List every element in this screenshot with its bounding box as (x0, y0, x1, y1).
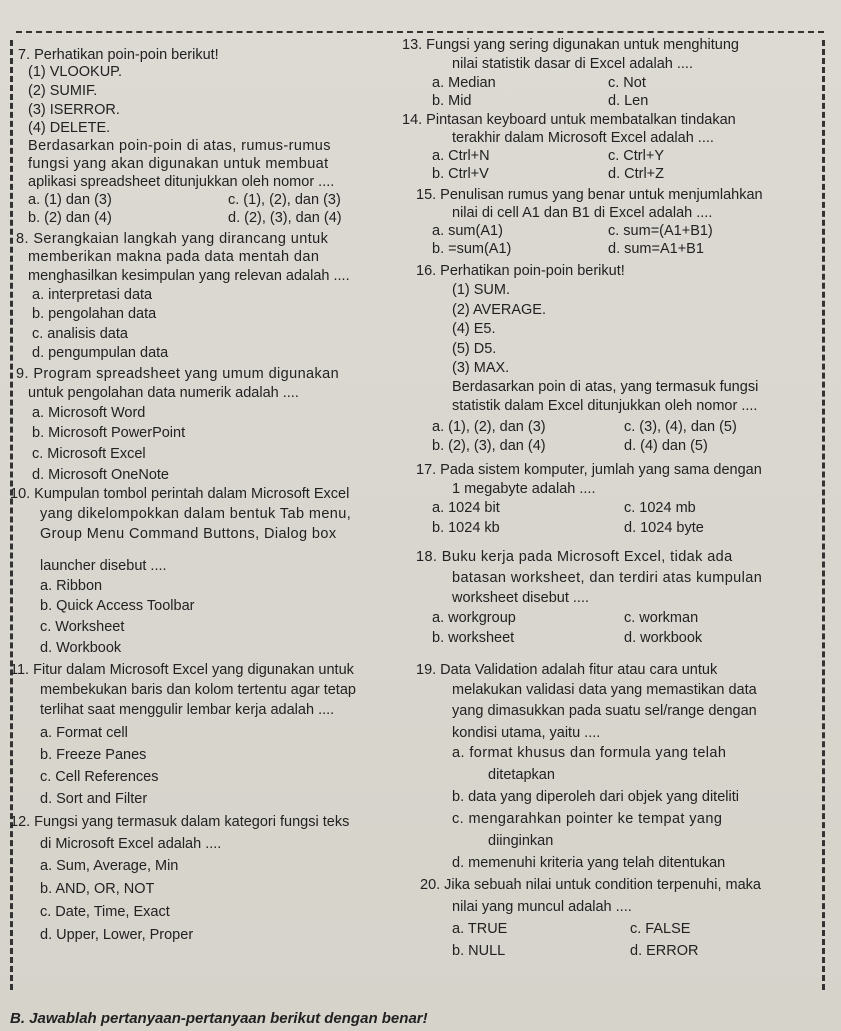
option-a[interactable]: a. TRUE (452, 921, 508, 937)
question-stem: untuk pengolahan data numerik adalah .... (28, 385, 299, 401)
option-a[interactable]: a. Microsoft Word (32, 405, 146, 421)
list-item: (3) ISERROR. (28, 102, 120, 118)
question-stem: yang dimasukkan pada suatu sel/range dengan (452, 703, 757, 719)
list-item: (2) AVERAGE. (452, 302, 547, 318)
question-stem: yang dikelompokkan dalam bentuk Tab menu, (40, 506, 352, 522)
option-c[interactable]: c. Worksheet (40, 619, 125, 635)
question-stem: batasan worksheet, dan terdiri atas kumpulan (452, 570, 763, 586)
question-stem: 10. Kumpulan tombol perintah dalam Microsoft Excel (10, 486, 350, 502)
option-b[interactable]: b. 1024 kb (432, 520, 500, 536)
option-d[interactable]: d. sum=A1+B1 (608, 241, 704, 257)
option-d[interactable]: d. Microsoft OneNote (32, 467, 169, 483)
option-c[interactable]: c. (3), (4), dan (5) (624, 419, 737, 435)
option-d[interactable]: d. pengumpulan data (32, 345, 169, 361)
option-b[interactable]: b. Quick Access Toolbar (40, 598, 195, 614)
option-a[interactable]: a. Ribbon (40, 578, 103, 594)
question-text: Berdasarkan poin di atas, yang termasuk fungsi (452, 379, 759, 395)
question-stem: worksheet disebut .... (452, 590, 590, 606)
question-text: aplikasi spreadsheet ditunjukkan oleh nomor .... (28, 174, 335, 190)
question-stem: 16. Perhatikan poin-poin berikut! (416, 263, 625, 279)
question-stem: terakhir dalam Microsoft Excel adalah .... (452, 130, 714, 146)
question-stem: 13. Fungsi yang sering digunakan untuk menghitung (402, 37, 739, 53)
option-b[interactable]: b. NULL (452, 943, 506, 959)
option-a[interactable]: a. format khusus dan formula yang telah (452, 745, 727, 761)
dashed-border-right (822, 40, 825, 990)
option-a[interactable]: a. sum(A1) (432, 223, 503, 239)
option-c[interactable]: c. 1024 mb (624, 500, 696, 516)
option-d[interactable]: d. ERROR (630, 943, 699, 959)
question-stem: 15. Penulisan rumus yang benar untuk menjumlahkan (416, 187, 763, 203)
question-stem: 7. Perhatikan poin-poin berikut! (18, 47, 219, 63)
option-b[interactable]: b. Mid (432, 93, 472, 109)
question-stem: 8. Serangkaian langkah yang dirancang untuk (16, 231, 329, 247)
option-c[interactable]: c. Not (608, 75, 646, 91)
option-b[interactable]: b. data yang diperoleh dari objek yang diteliti (452, 789, 739, 805)
option-b[interactable]: b. Freeze Panes (40, 747, 147, 763)
question-stem: 20. Jika sebuah nilai untuk condition terpenuhi, maka (420, 877, 761, 893)
option-a[interactable]: a. 1024 bit (432, 500, 500, 516)
option-b[interactable]: b. (2) dan (4) (28, 210, 112, 226)
option-c[interactable]: c. FALSE (630, 921, 691, 937)
question-stem: terlihat saat menggulir lembar kerja adalah .... (40, 702, 335, 718)
question-stem: melakukan validasi data yang memastikan data (452, 682, 757, 698)
list-item: (4) DELETE. (28, 120, 111, 136)
option-a-continued: ditetapkan (488, 767, 555, 783)
option-c-continued: diinginkan (488, 833, 554, 849)
option-c[interactable]: c. Date, Time, Exact (40, 904, 170, 920)
option-a[interactable]: a. (1) dan (3) (28, 192, 112, 208)
option-c[interactable]: c. (1), (2), dan (3) (228, 192, 341, 208)
list-item: (5) D5. (452, 341, 497, 357)
option-d[interactable]: d. Len (608, 93, 649, 109)
option-c[interactable]: c. Cell References (40, 769, 159, 785)
dashed-border-top (16, 31, 824, 33)
question-stem: 17. Pada sistem komputer, jumlah yang sama dengan (416, 462, 762, 478)
dashed-border-left (10, 40, 13, 990)
list-item: (1) SUM. (452, 282, 510, 298)
option-a[interactable]: a. Sum, Average, Min (40, 858, 179, 874)
question-stem: 9. Program spreadsheet yang umum digunakan (16, 366, 340, 382)
question-text: statistik dalam Excel ditunjukkan oleh nomor .... (452, 398, 758, 414)
question-stem: nilai statistik dasar di Excel adalah .... (452, 56, 693, 72)
option-c[interactable]: c. Microsoft Excel (32, 446, 146, 462)
option-d[interactable]: d. Ctrl+Z (608, 166, 664, 182)
question-text: fungsi yang akan digunakan untuk membuat (28, 156, 329, 172)
question-stem: 11. Fitur dalam Microsoft Excel yang digunakan untuk (10, 662, 354, 678)
option-b[interactable]: b. worksheet (432, 630, 515, 646)
option-d[interactable]: d. (4) dan (5) (624, 438, 708, 454)
question-stem: launcher disebut .... (40, 558, 167, 574)
list-item: (2) SUMIF. (28, 83, 98, 99)
option-b[interactable]: b. Ctrl+V (432, 166, 489, 182)
question-stem: kondisi utama, yaitu .... (452, 725, 601, 741)
question-stem: nilai di cell A1 dan B1 di Excel adalah .... (452, 205, 713, 221)
option-b[interactable]: b. pengolahan data (32, 306, 157, 322)
list-item: (3) MAX. (452, 360, 510, 376)
option-c[interactable]: c. Ctrl+Y (608, 148, 664, 164)
option-a[interactable]: a. workgroup (432, 610, 516, 626)
list-item: (4) E5. (452, 321, 496, 337)
question-stem: 19. Data Validation adalah fitur atau cara untuk (416, 662, 718, 678)
option-b[interactable]: b. Microsoft PowerPoint (32, 425, 186, 441)
question-stem: Group Menu Command Buttons, Dialog box (40, 526, 337, 542)
option-a[interactable]: a. Format cell (40, 725, 128, 741)
option-c[interactable]: c. sum=(A1+B1) (608, 223, 713, 239)
option-a[interactable]: a. (1), (2), dan (3) (432, 419, 546, 435)
option-d[interactable]: d. (2), (3), dan (4) (228, 210, 342, 226)
question-text: Berdasarkan poin-poin di atas, rumus-rumus (28, 138, 331, 154)
option-c[interactable]: c. workman (624, 610, 699, 626)
question-stem: memberikan makna pada data mentah dan (28, 249, 320, 265)
question-stem: menghasilkan kesimpulan yang relevan adalah .... (28, 268, 350, 284)
section-b-heading: B. Jawablah pertanyaan-pertanyaan berikut dengan benar! (10, 1010, 428, 1027)
question-stem: di Microsoft Excel adalah .... (40, 836, 222, 852)
option-d[interactable]: d. Sort and Filter (40, 791, 148, 807)
option-b[interactable]: b. =sum(A1) (432, 241, 512, 257)
option-d[interactable]: d. memenuhi kriteria yang telah ditentukan (452, 855, 726, 871)
list-item: (1) VLOOKUP. (28, 64, 123, 80)
question-stem: 1 megabyte adalah .... (452, 481, 596, 497)
option-d[interactable]: d. Workbook (40, 640, 122, 656)
option-a[interactable]: a. Ctrl+N (432, 148, 490, 164)
option-d[interactable]: d. Upper, Lower, Proper (40, 927, 194, 943)
option-a[interactable]: a. Median (432, 75, 496, 91)
option-a[interactable]: a. interpretasi data (32, 287, 153, 303)
option-c[interactable]: c. analisis data (32, 326, 128, 342)
option-b[interactable]: b. (2), (3), dan (4) (432, 438, 546, 454)
option-b[interactable]: b. AND, OR, NOT (40, 881, 155, 897)
question-stem: nilai yang muncul adalah .... (452, 899, 632, 915)
question-stem: 18. Buku kerja pada Microsoft Excel, tidak ada (416, 549, 733, 565)
question-stem: 14. Pintasan keyboard untuk membatalkan tindakan (402, 112, 736, 128)
option-d[interactable]: d. workbook (624, 630, 703, 646)
option-d[interactable]: d. 1024 byte (624, 520, 704, 536)
question-stem: membekukan baris dan kolom tertentu agar tetap (40, 682, 356, 698)
option-c[interactable]: c. mengarahkan pointer ke tempat yang (452, 811, 723, 827)
question-stem: 12. Fungsi yang termasuk dalam kategori fungsi teks (10, 814, 350, 830)
